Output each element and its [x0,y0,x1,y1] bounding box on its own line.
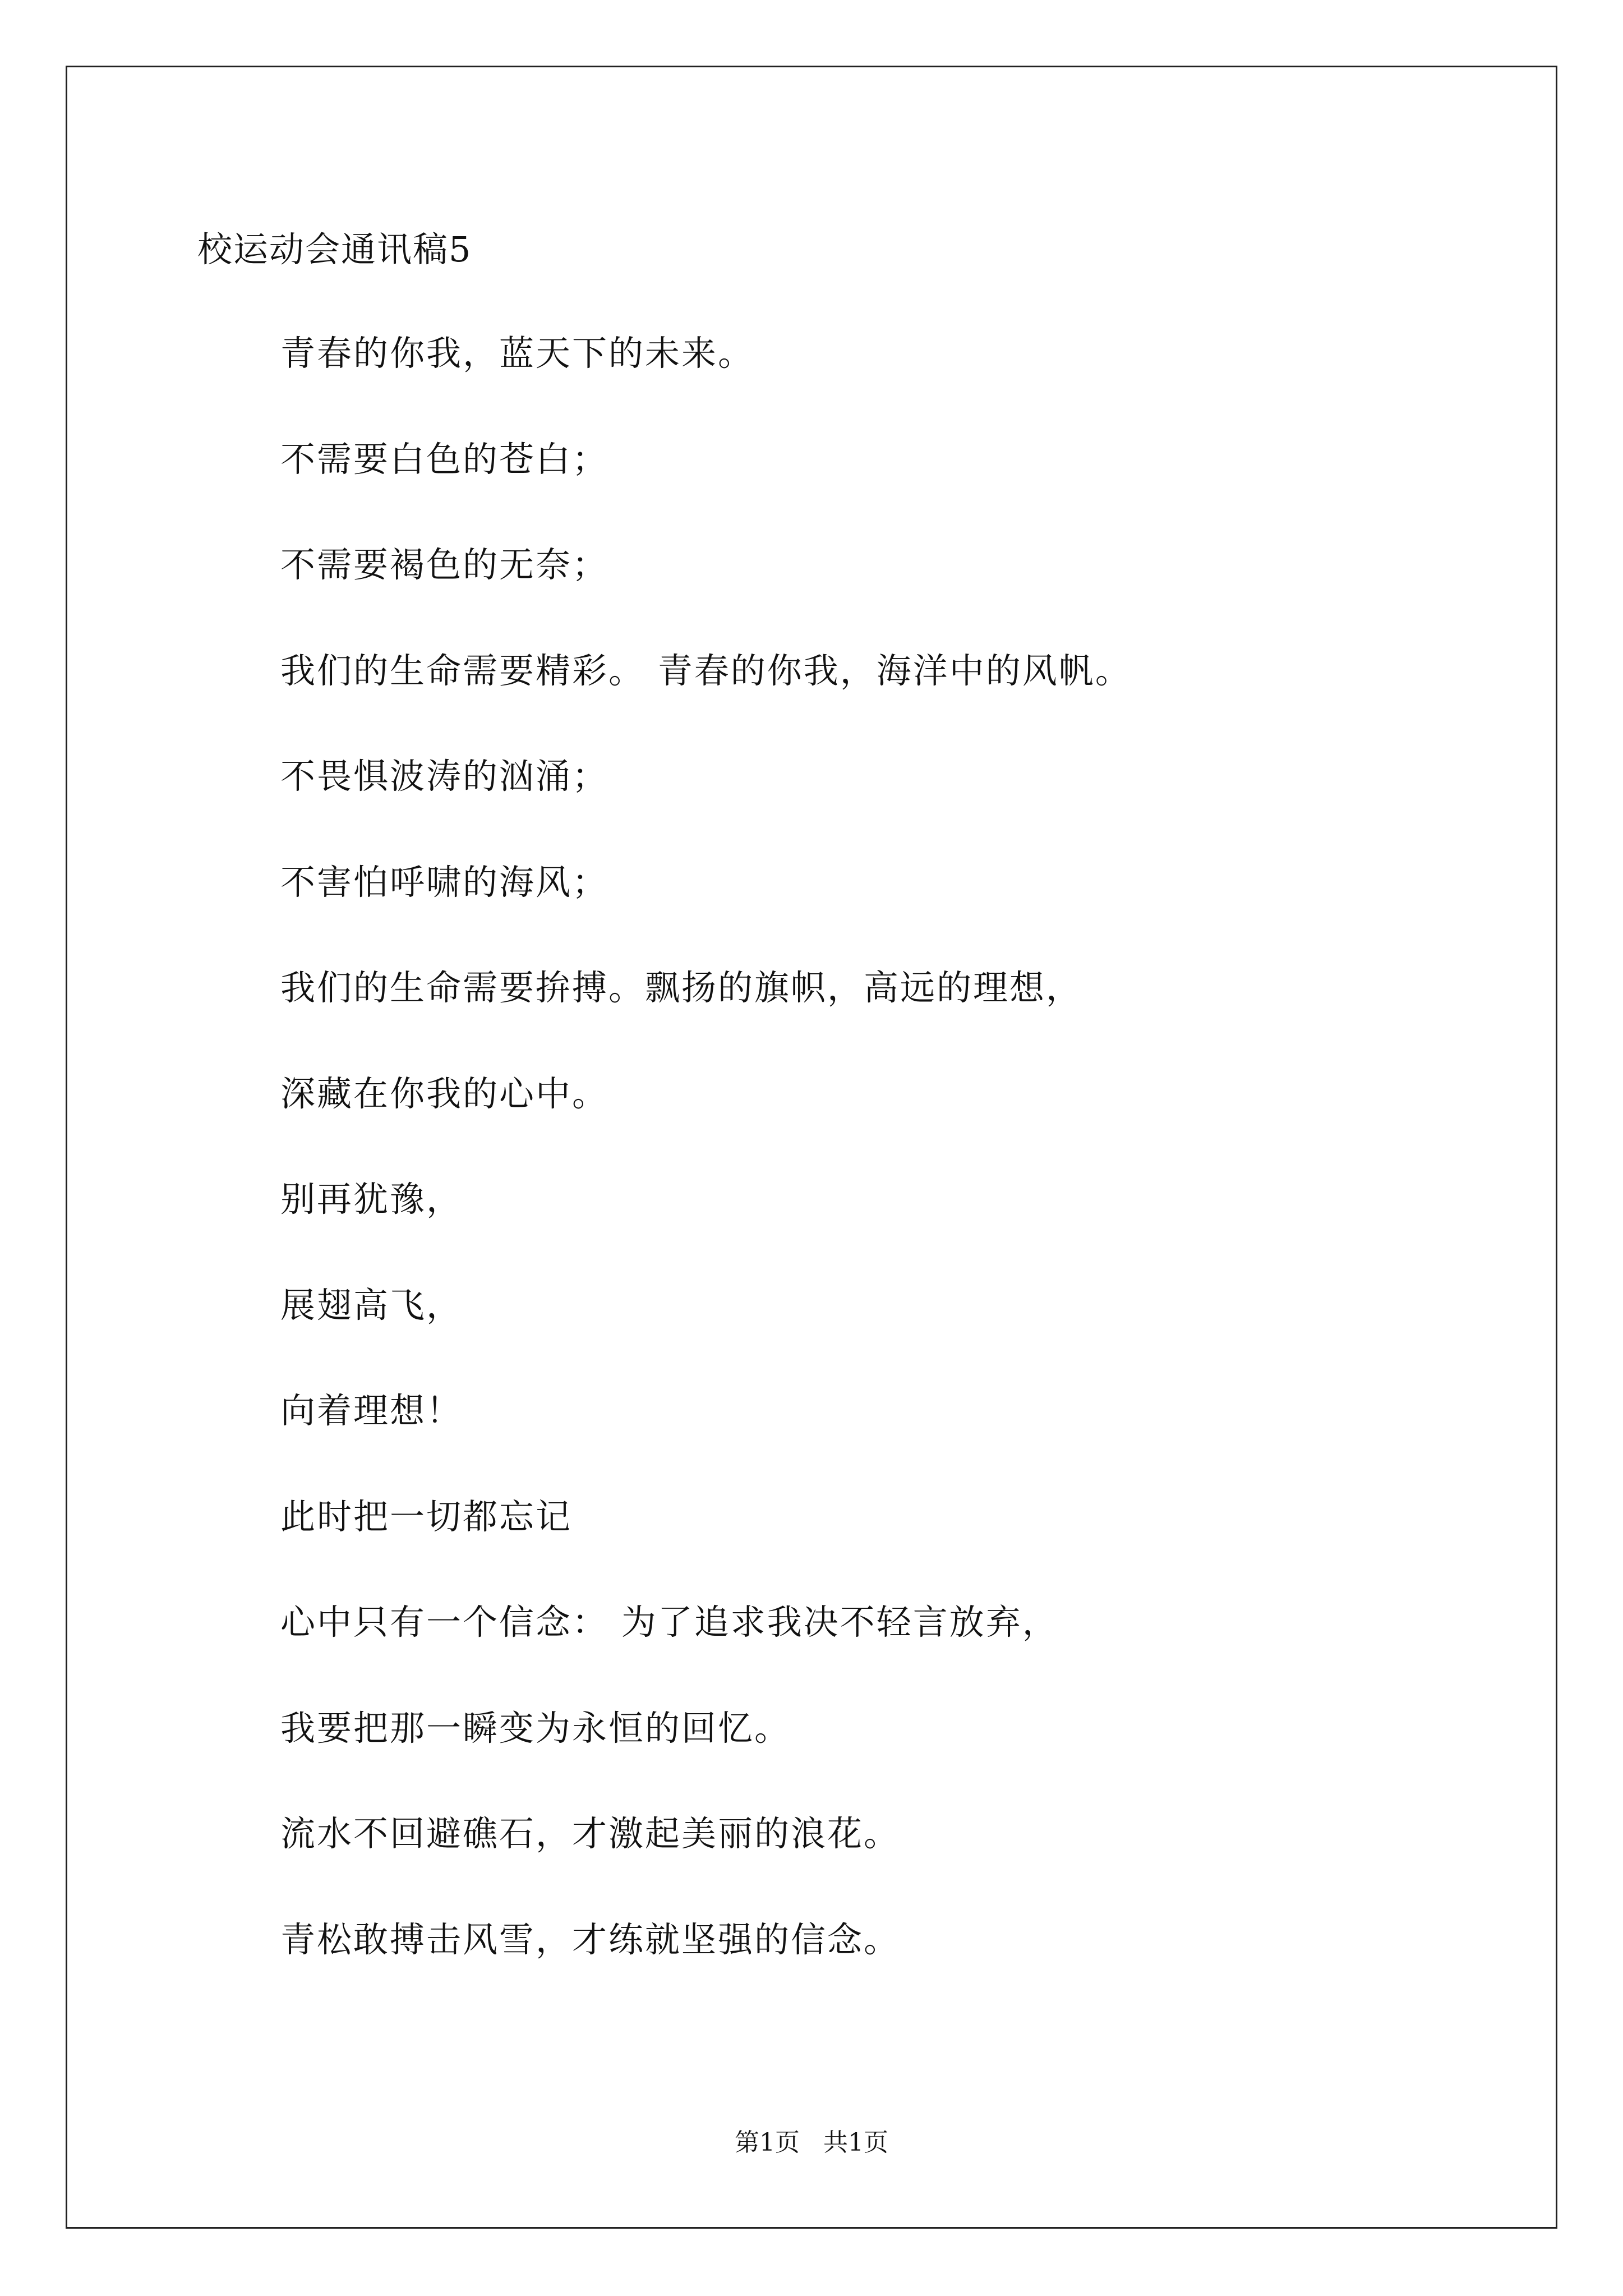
body-line: 青松敢搏击风雪，才练就坚强的信念。 [280,1918,901,1960]
body-line: 不需要褐色的无奈； [280,544,609,585]
body-line: 心中只有一个信念： 为了追求我决不轻言放弃， [280,1602,1059,1642]
body-line: 我们的生命需要精彩。 青春的你我，海洋中的风帆。 [280,650,1132,691]
body-line: 流水不回避礁石，才激起美丽的浪花。 [280,1813,901,1854]
body-line: 别再犹豫， [280,1179,463,1220]
page-number-footer: 第1页 共1页 [735,2128,888,2157]
body-line: 不需要白色的苍白； [280,438,609,480]
body-line: 青春的你我，蓝天下的未来。 [280,333,755,374]
body-line: 深藏在你我的心中。 [280,1073,609,1114]
body-line: 此时把一切都忘记 [280,1496,573,1537]
document-title: 校运动会通讯稿5 [197,229,472,270]
body-line: 不畏惧波涛的汹涌； [280,756,609,797]
body-line: 不害怕呼啸的海风； [280,861,609,903]
document-body [280,331,1132,2023]
body-line: 向着理想！ [280,1390,463,1431]
body-line: 我要把那一瞬变为永恒的回忆。 [280,1707,791,1749]
body-line: 我们的生命需要拚搏。飘扬的旗帜，高远的理想， [280,967,1083,1008]
body-line: 展翅高飞， [280,1284,463,1326]
